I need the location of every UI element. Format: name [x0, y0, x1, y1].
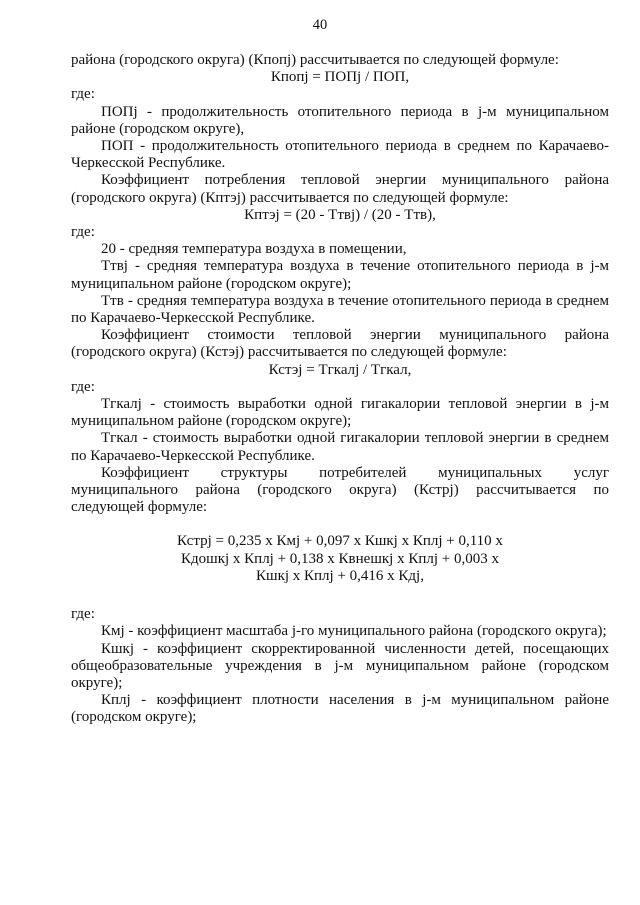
formula-kstr-line-2: Кдошкj х Кплj + 0,138 х Квнешкj х Кплj + 0,003 х	[181, 550, 499, 567]
document-body	[71, 52, 609, 727]
formula-kpte: Кптэj = (20 - Ттвj) / (20 - Ттв),	[244, 206, 436, 223]
kstr-intro-line-3: следующей формуле:	[71, 499, 208, 516]
kstr-intro-line-1: Коэффициент структуры потребителей муниципальных услуг	[101, 464, 609, 481]
definition-kplj: Кплj - коэффициент плотности населения в j-м муниципальном районе (городском округе);	[71, 692, 609, 726]
definition-pop: ПОП - продолжительность отопительного периода в среднем по Карачаево-Черкесской Республике.	[71, 138, 609, 172]
formula-kstr	[71, 533, 609, 585]
formula-kstr-line-3: Кшкj х Кплj + 0,416 х Кдj,	[256, 567, 424, 584]
where-label: где:	[71, 378, 95, 395]
where-label: где:	[71, 86, 95, 103]
definition-ttvj: Ттвj - средняя температура воздуха в течение отопительного периода в j-м муниципальном районе (городском округе);	[71, 258, 609, 292]
definition-tgkalj: Тгкалj - стоимость выработки одной гигакалории тепловой энергии в j-м муниципальном районе (городском округе);	[71, 396, 609, 430]
kpte-intro-paragraph: Коэффициент потребления тепловой энергии муниципального района (городского округа) (Кптэj) рассчитывается по следующей формуле:	[71, 172, 609, 206]
kste-intro-paragraph: Коэффициент стоимости тепловой энергии муниципального района (городского округа) (Кстэj) рассчитывается по следующей формуле:	[71, 327, 609, 361]
definition-kshkj: Кшкj - коэффициент скорректированной численности детей, посещающих общеобразовательные учреждения в j-м муниципальном районе (городском округе);	[71, 640, 609, 691]
definition-ttv: Ттв - средняя температура воздуха в течение отопительного периода в среднем по Карачаево-Черкесской Республике.	[71, 292, 609, 327]
page-number: 40	[312, 17, 328, 33]
definition-tgkal: Тгкал - стоимость выработки одной гигакалории тепловой энергии в среднем по Карачаево-Черкесской Республике.	[71, 430, 609, 464]
kstr-intro-line-2: муниципального района (городского округа) (Кстрj) рассчитывается по	[71, 482, 609, 499]
intro-paragraph: района (городского округа) (Кпопj) рассчитывается по следующей формуле:	[71, 52, 559, 68]
where-label: где:	[71, 224, 95, 241]
definition-kmj: Кмj - коэффициент масштаба j-го муниципального района (городского округа);	[101, 623, 607, 640]
formula-kpop: Кпопj = ПОПj / ПОП,	[270, 69, 410, 86]
definition-indoor-temperature: 20 - средняя температура воздуха в помещении,	[101, 241, 407, 258]
definition-popj: ПОПj - продолжительность отопительного периода в j-м муниципальном районе (городском округе),	[71, 103, 609, 137]
formula-kste: Кстэj = Тгкалj / Тгкал,	[268, 361, 412, 378]
formula-kstr-line-1: Кстрj = 0,235 х Кмj + 0,097 х Кшкj х Кплj + 0,110 х	[177, 533, 503, 550]
where-label: где:	[71, 606, 95, 623]
